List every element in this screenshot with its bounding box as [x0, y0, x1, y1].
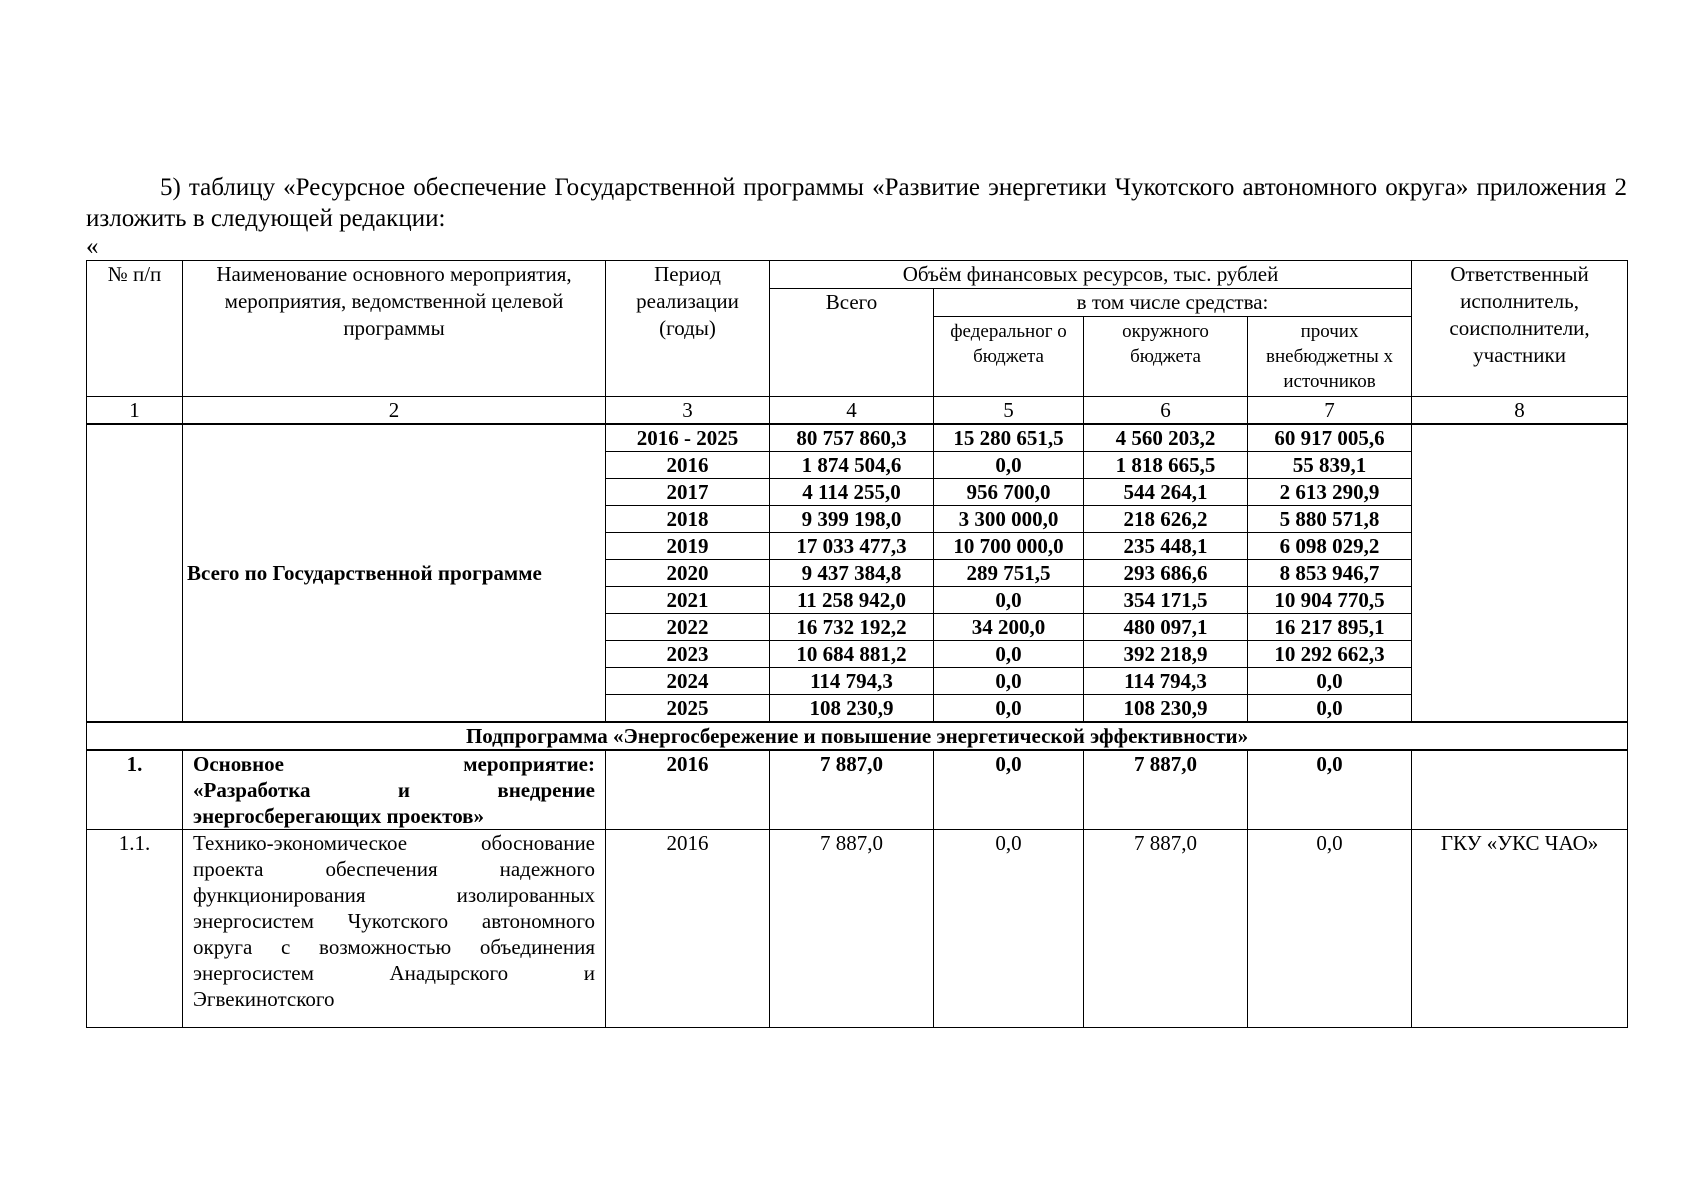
- col-number: 2: [183, 397, 606, 425]
- header-total: Всего: [770, 289, 934, 397]
- other-cell: 16 217 895,1: [1248, 614, 1412, 641]
- subprogram-row: [87, 722, 1628, 750]
- total-label: Всего по Государственной программе: [183, 424, 606, 722]
- item-row-1: [87, 750, 1628, 830]
- item-row-1-1: [87, 830, 1628, 1028]
- federal-cell: 3 300 000,0: [934, 506, 1084, 533]
- year-cell: 2020: [606, 560, 770, 587]
- col-number: 5: [934, 397, 1084, 425]
- item-year: 2016: [606, 750, 770, 830]
- total-cell: 16 732 192,2: [770, 614, 934, 641]
- item-district: 7 887,0: [1084, 750, 1248, 830]
- other-cell: 6 098 029,2: [1248, 533, 1412, 560]
- item-responsible: ГКУ «УКС ЧАО»: [1412, 830, 1628, 1028]
- col-number: 6: [1084, 397, 1248, 425]
- year-cell: 2022: [606, 614, 770, 641]
- total-cell: 80 757 860,3: [770, 424, 934, 452]
- other-cell: 0,0: [1248, 695, 1412, 723]
- other-cell: 10 292 662,3: [1248, 641, 1412, 668]
- total-cell: 9 437 384,8: [770, 560, 934, 587]
- federal-cell: 0,0: [934, 641, 1084, 668]
- other-cell: 10 904 770,5: [1248, 587, 1412, 614]
- federal-cell: 15 280 651,5: [934, 424, 1084, 452]
- item-district: 7 887,0: [1084, 830, 1248, 1028]
- item-num: 1.: [87, 750, 183, 830]
- header-name: Наименование основного мероприятия, мероприятия, ведомственной целевой программы: [183, 261, 606, 397]
- year-cell: 2017: [606, 479, 770, 506]
- other-cell: 8 853 946,7: [1248, 560, 1412, 587]
- year-cell: 2019: [606, 533, 770, 560]
- federal-cell: 34 200,0: [934, 614, 1084, 641]
- column-numbers-row: [87, 397, 1628, 425]
- year-cell: 2016 - 2025: [606, 424, 770, 452]
- year-cell: 2024: [606, 668, 770, 695]
- district-cell: 218 626,2: [1084, 506, 1248, 533]
- district-cell: 293 686,6: [1084, 560, 1248, 587]
- federal-cell: 289 751,5: [934, 560, 1084, 587]
- header-num: № п/п: [87, 261, 183, 397]
- year-cell: 2025: [606, 695, 770, 723]
- federal-cell: 0,0: [934, 695, 1084, 723]
- header-including: в том числе средства:: [934, 289, 1412, 317]
- item-responsible: [1412, 750, 1628, 830]
- other-cell: 5 880 571,8: [1248, 506, 1412, 533]
- item-federal: 0,0: [934, 830, 1084, 1028]
- federal-cell: 0,0: [934, 668, 1084, 695]
- intro-paragraph: 5) таблицу «Ресурсное обеспечение Государственной программы «Развитие энергетики Чукотского автономного округа» приложения 2 изложить в следующей редакции:: [86, 174, 1627, 232]
- item-num: 1.1.: [87, 830, 183, 1028]
- total-cell: 9 399 198,0: [770, 506, 934, 533]
- total-responsible-cell: [1412, 424, 1628, 722]
- federal-cell: 0,0: [934, 587, 1084, 614]
- header-row-1: [87, 261, 1628, 289]
- total-cell: 114 794,3: [770, 668, 934, 695]
- header-federal: федеральног о бюджета: [934, 317, 1084, 397]
- header-other: прочих внебюджетны х источников: [1248, 317, 1412, 397]
- other-cell: 0,0: [1248, 668, 1412, 695]
- col-number: 4: [770, 397, 934, 425]
- district-cell: 354 171,5: [1084, 587, 1248, 614]
- district-cell: 108 230,9: [1084, 695, 1248, 723]
- item-federal: 0,0: [934, 750, 1084, 830]
- item-name-line: Основное мероприятие:: [193, 752, 595, 776]
- total-cell: 108 230,9: [770, 695, 934, 723]
- col-number: 3: [606, 397, 770, 425]
- district-cell: 480 097,1: [1084, 614, 1248, 641]
- total-row: [87, 424, 1628, 452]
- item-other: 0,0: [1248, 750, 1412, 830]
- col-number: 7: [1248, 397, 1412, 425]
- total-cell: 17 033 477,3: [770, 533, 934, 560]
- total-cell: 10 684 881,2: [770, 641, 934, 668]
- year-cell: 2023: [606, 641, 770, 668]
- federal-cell: 10 700 000,0: [934, 533, 1084, 560]
- other-cell: 2 613 290,9: [1248, 479, 1412, 506]
- total-cell: 4 114 255,0: [770, 479, 934, 506]
- subprogram-title: Подпрограмма «Энергосбережение и повышение энергетической эффективности»: [87, 722, 1628, 750]
- col-number: 8: [1412, 397, 1628, 425]
- district-cell: 235 448,1: [1084, 533, 1248, 560]
- district-cell: 1 818 665,5: [1084, 452, 1248, 479]
- item-name: Технико-экономическое обоснование проекта обеспечения надежного функционирования изолированных энергосистем Чукотского автономного округа с возможностью объединения энергосистем Анадырского и Эгвекинотского: [183, 830, 606, 1028]
- total-cell: 1 874 504,6: [770, 452, 934, 479]
- header-responsible: Ответственный исполнитель, соисполнители, участники: [1412, 261, 1628, 397]
- header-volume: Объём финансовых ресурсов, тыс. рублей: [770, 261, 1412, 289]
- header-period: Период реализации (годы): [606, 261, 770, 397]
- document-page: [86, 172, 1627, 1028]
- federal-cell: 956 700,0: [934, 479, 1084, 506]
- other-cell: 55 839,1: [1248, 452, 1412, 479]
- district-cell: 392 218,9: [1084, 641, 1248, 668]
- year-cell: 2021: [606, 587, 770, 614]
- item-name-line: «Разработка и внедрение: [193, 778, 595, 802]
- total-cell: 11 258 942,0: [770, 587, 934, 614]
- col-number: 1: [87, 397, 183, 425]
- item-total: 7 887,0: [770, 750, 934, 830]
- item-name-line: энергосберегающих проектов»: [193, 804, 485, 828]
- item-name: [183, 750, 606, 830]
- year-cell: 2016: [606, 452, 770, 479]
- resource-table: [86, 260, 1628, 1028]
- federal-cell: 0,0: [934, 452, 1084, 479]
- total-num-cell: [87, 424, 183, 722]
- district-cell: 114 794,3: [1084, 668, 1248, 695]
- opening-quote: «: [86, 233, 99, 260]
- district-cell: 4 560 203,2: [1084, 424, 1248, 452]
- year-cell: 2018: [606, 506, 770, 533]
- district-cell: 544 264,1: [1084, 479, 1248, 506]
- other-cell: 60 917 005,6: [1248, 424, 1412, 452]
- header-district: окружного бюджета: [1084, 317, 1248, 397]
- item-other: 0,0: [1248, 830, 1412, 1028]
- item-year: 2016: [606, 830, 770, 1028]
- item-total: 7 887,0: [770, 830, 934, 1028]
